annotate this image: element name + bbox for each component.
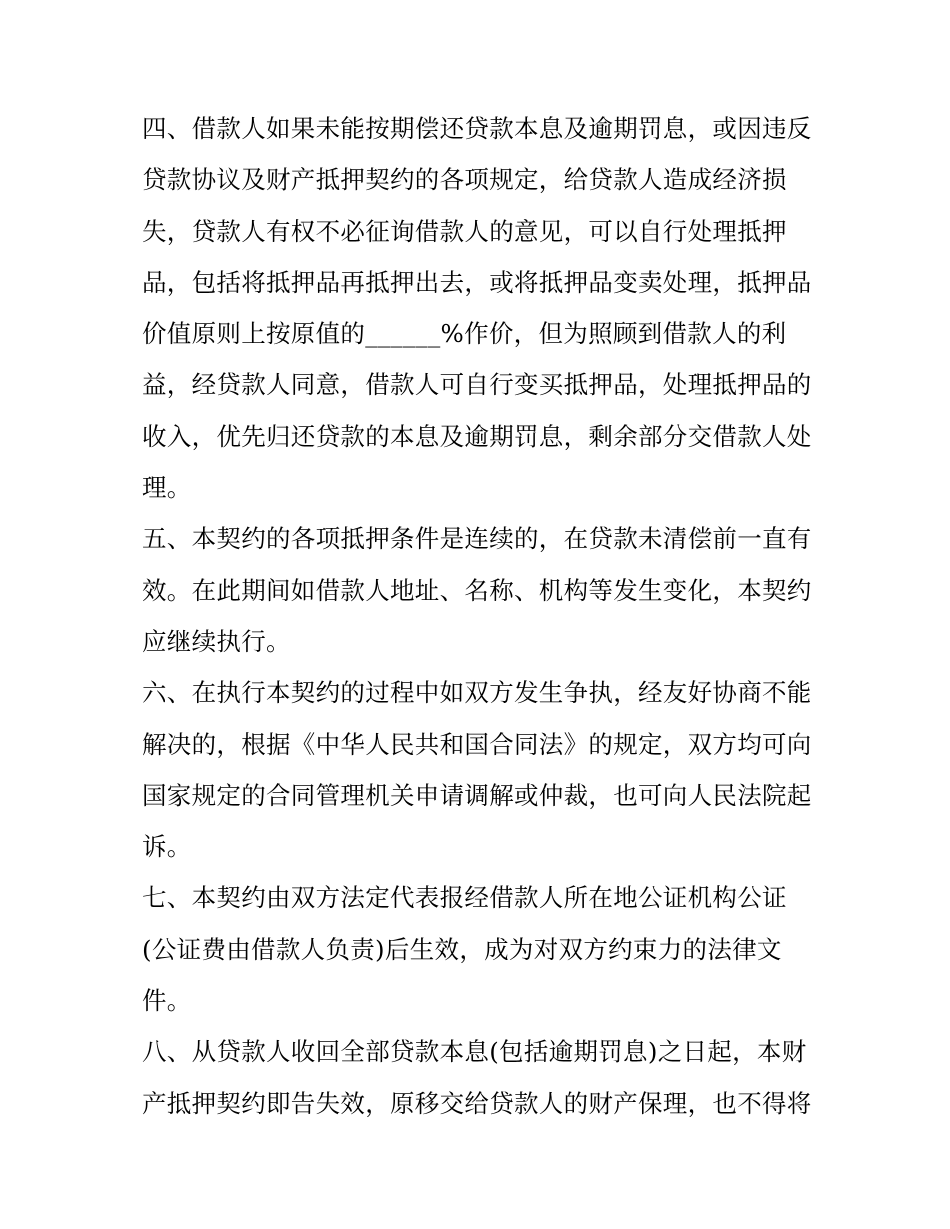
clause-6-line: 六、在执行本契约的过程中如双方发生争执，经友好协商不能 bbox=[142, 678, 812, 708]
clause-4-line: 收入，优先归还贷款的本息及逾期罚息，剩余部分交借款人处 bbox=[142, 421, 812, 451]
clause-4-line: 品，包括将抵押品再抵押出去，或将抵押品变卖处理，抵押品 bbox=[142, 267, 812, 297]
clause-6-line: 解决的，根据《中华人民共和国合同法》的规定，双方均可向 bbox=[142, 729, 812, 759]
clause-4-line: 贷款协议及财产抵押契约的各项规定，给贷款人造成经济损 bbox=[142, 165, 787, 195]
clause-8-line: 八、从贷款人收回全部贷款本息(包括逾期罚息)之日起，本财 bbox=[142, 1037, 807, 1067]
clause-7-line: 七、本契约由双方法定代表报经借款人所在地公证机构公证 bbox=[142, 883, 787, 913]
clause-5-line: 应继续执行。 bbox=[142, 626, 291, 656]
clause-7-line: (公证费由借款人负责)后生效，成为对双方约束力的法律文 bbox=[142, 934, 782, 964]
clause-4-line: 四、借款人如果未能按期偿还贷款本息及逾期罚息，或因违反 bbox=[142, 114, 812, 143]
clause-7-line: 件。 bbox=[142, 986, 192, 1016]
clause-6-line: 国家规定的合同管理机关申请调解或仲裁，也可向人民法院起 bbox=[142, 780, 812, 810]
clause-5-line: 五、本契约的各项抵押条件是连续的，在贷款未清偿前一直有 bbox=[142, 524, 812, 554]
clause-5-line: 效。在此期间如借款人地址、名称、机构等发生变化，本契约 bbox=[142, 575, 812, 605]
clause-6-line: 诉。 bbox=[142, 832, 192, 862]
clause-4-line: 失，贷款人有权不必征询借款人的意见，可以自行处理抵押 bbox=[142, 216, 787, 246]
clause-8-line: 产抵押契约即告失效，原移交给贷款人的财产保理，也不得将 bbox=[142, 1088, 812, 1118]
clause-4-line: 理。 bbox=[142, 473, 192, 503]
clause-4-line: 价值原则上按原值的______%作价，但为照顾到借款人的利 bbox=[142, 319, 787, 349]
contract-body-text bbox=[142, 103, 822, 1129]
clause-4-line: 益，经贷款人同意，借款人可自行变买抵押品，处理抵押品的 bbox=[142, 370, 812, 400]
